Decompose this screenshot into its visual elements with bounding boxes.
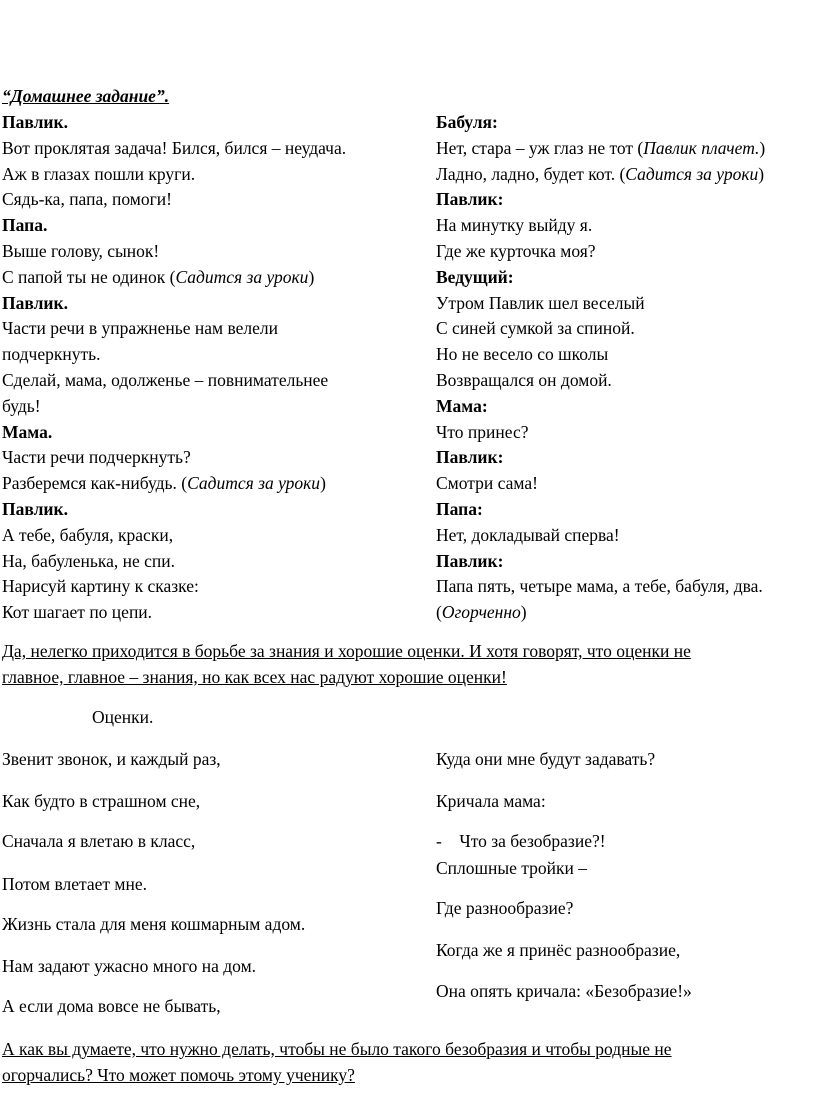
dialogue-line: Сделай, мама, одолженье – повнимательнее xyxy=(2,370,329,390)
speaker-name: Папа: xyxy=(436,499,483,519)
stage-direction: Садится за уроки xyxy=(625,164,759,184)
dialogue-line: Кот шагает по цепи. xyxy=(2,602,153,622)
speaker-name: Мама. xyxy=(2,422,53,442)
comment-line: огорчались? Что может помочь этому ученику? xyxy=(2,1065,355,1085)
dialogue-line: На минутку выйду я. xyxy=(436,215,593,235)
speaker-name: Павлик. xyxy=(2,293,68,313)
dialogue-line xyxy=(2,266,314,288)
dialogue-text: С папой ты не одинок ( xyxy=(2,267,176,287)
dialogue-line xyxy=(2,472,326,494)
dialogue-line: Аж в глазах пошли круги. xyxy=(2,164,196,184)
dialogue-text: ) xyxy=(308,267,315,287)
dialogue-line: Что принес? xyxy=(436,422,529,442)
comment-line: главное, главное – знания, но как всех нас радуют хорошие оценки! xyxy=(2,667,507,687)
dialogue-line xyxy=(436,601,527,623)
page-title: “Домашнее задание”. xyxy=(2,86,170,106)
dialogue-text: ) xyxy=(320,473,326,493)
dialogue-line: А тебе, бабуля, краски, xyxy=(2,525,174,545)
speaker-name: Ведущий: xyxy=(436,267,514,287)
speaker-name: Павлик. xyxy=(2,112,68,132)
poem-title: Оценки. xyxy=(92,707,154,727)
poem-line: Она опять кричала: «Безобразие!» xyxy=(436,981,692,1001)
dialogue-line: Нарисуй картину к сказке: xyxy=(2,576,199,596)
stage-direction: Садится за уроки xyxy=(175,267,309,287)
dialogue-text: ) xyxy=(759,138,766,158)
poem-line: Жизнь стала для меня кошмарным адом. xyxy=(2,914,306,934)
dialogue-line: Сядь-ка, папа, помоги! xyxy=(2,189,172,209)
poem-line: - Что за безобразие?! xyxy=(436,831,606,851)
dialogue-line: Утром Павлик шел веселый xyxy=(436,293,645,313)
dialogue-line xyxy=(436,137,765,159)
poem-line: Потом влетает мне. xyxy=(2,874,147,894)
dialogue-text: ) xyxy=(520,602,527,622)
dialogue-line: На, бабуленька, не спи. xyxy=(2,551,176,571)
speaker-name: Мама: xyxy=(436,396,488,416)
dialogue-text: ( xyxy=(436,602,442,622)
speaker-name: Папа. xyxy=(2,215,48,235)
poem-line: Когда же я принёс разнообразие, xyxy=(436,940,681,960)
speaker-name: Павлик: xyxy=(436,189,504,209)
dialogue-line: Где же курточка моя? xyxy=(436,241,596,261)
dialogue-line: Выше голову, сынок! xyxy=(2,241,160,261)
poem-line: Сплошные тройки – xyxy=(436,858,587,878)
stage-direction: Огорченно xyxy=(441,602,521,622)
poem-line: Куда они мне будут задавать? xyxy=(436,749,656,769)
speaker-name: Павлик: xyxy=(436,551,504,571)
dialogue-text: Ладно, ладно, будет кот. ( xyxy=(436,164,626,184)
poem-line: Сначала я влетаю в класс, xyxy=(2,831,196,851)
dialogue-line: Но не весело со школы xyxy=(436,344,609,364)
dialogue-line: Нет, докладывай сперва! xyxy=(436,525,620,545)
comment-line: Да, нелегко приходится в борьбе за знания и хорошие оценки. И хотя говорят, что оценки не xyxy=(2,641,691,661)
dialogue-line: Папа пять, четыре мама, а тебе, бабуля, два. xyxy=(436,576,763,596)
speaker-name: Павлик. xyxy=(2,499,68,519)
dialogue-line xyxy=(436,163,764,185)
dialogue-text: ) xyxy=(758,164,765,184)
dialogue-line: С синей сумкой за спиной. xyxy=(436,318,635,338)
dialogue-line: будь! xyxy=(2,396,41,416)
stage-direction: Садится за уроки xyxy=(187,473,321,493)
speaker-name: Павлик: xyxy=(436,447,504,467)
poem-line: Звенит звонок, и каждый раз, xyxy=(2,749,221,769)
poem-line: Как будто в страшном сне, xyxy=(2,791,201,811)
poem-line: Кричала мама: xyxy=(436,791,546,811)
dialogue-text: Разберемся как-нибудь. ( xyxy=(2,473,188,493)
poem-line: Нам задают ужасно много на дом. xyxy=(2,956,257,976)
comment-line: А как вы думаете, что нужно делать, чтобы не было такого безобразия и чтобы родные не xyxy=(2,1039,672,1059)
speaker-name: Бабуля: xyxy=(436,112,498,132)
dialogue-line: Возвращался он домой. xyxy=(436,370,612,390)
stage-direction: Павлик плачет. xyxy=(643,138,760,158)
poem-line: Где разнообразие? xyxy=(436,898,574,918)
dialogue-line: Части речи подчеркнуть? xyxy=(2,447,191,467)
dialogue-text: Нет, стара – уж глаз не тот ( xyxy=(436,138,644,158)
dialogue-line: Вот проклятая задача! Бился, бился – неудача. xyxy=(2,138,347,158)
dialogue-line: Части речи в упражненье нам велели xyxy=(2,318,279,338)
dialogue-line: Смотри сама! xyxy=(436,473,538,493)
poem-line: А если дома вовсе не бывать, xyxy=(2,996,221,1016)
dialogue-line: подчеркнуть. xyxy=(2,344,101,364)
